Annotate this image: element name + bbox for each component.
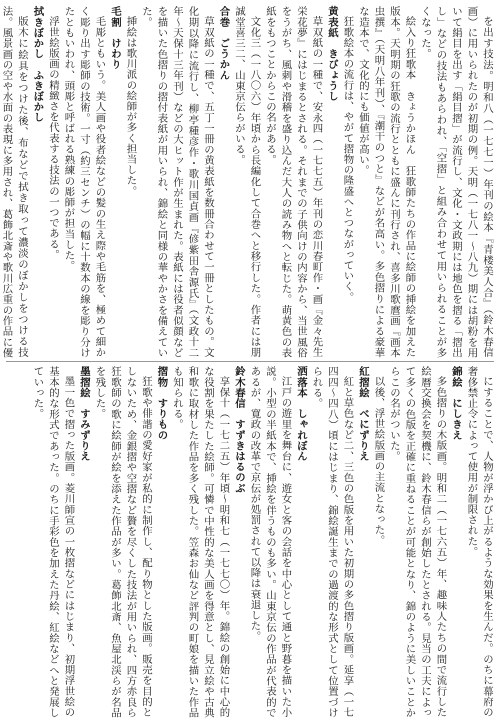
body-paragraph: 以後、浮世絵版画の主流となった。 <box>372 376 385 546</box>
body-paragraph: 多色摺りの木版画。明和二（一七六五）年、趣味人たちの間で流行した絵暦交換会を契機に、鈴木春信らが創始したとされる。見当の工夫によって多くの色版を正確に重ねることが可能となり、錦のように美しいことからこの名がついた。 <box>388 366 447 718</box>
body-paragraph: 版木に絵具をつけた後、布などで拭き取って濃淡のぼかしをつける技法。風景画の空や水面の表現に多用され、葛飾北斎や歌川広重の作品に優 <box>0 6 28 358</box>
body-paragraph: にすることで、人物が浮かび上がるような効果を生んだ。のちに幕府の奢侈禁止令によって使用が制限された。 <box>465 366 493 718</box>
row-divider <box>6 361 494 362</box>
body-paragraph: 狂歌や俳諧の愛好家が私的に制作し、配り物とした版画。販売を目的としないため、金銀摺や空摺など贅を尽くした技法が用いられ、四方赤良ら狂歌師の歌に絵師が絵を添えた作品が多い。葛飾北斎、魚屋北渓らが名品を残した。 <box>93 366 152 718</box>
upper-vertical-text <box>0 6 494 358</box>
body-paragraph: 文化三（一八〇六）年頃から長編化して合巻へと移行した。作者には朋誠堂喜三二、山東京伝らがいる。 <box>233 6 261 358</box>
body-paragraph: 江戸の遊里を舞台に、遊女と客の会話を中心として通と野暮を描いた小説。小型の半紙本で、挿絵を伴うものも多い。山東京伝の作品が代表的であるが、寛政の改革で京伝が処罰されて以降は衰退した。 <box>248 366 292 718</box>
entry-heading: 摺物 すりもの <box>155 366 168 441</box>
body-paragraph: 享保十（一七二五）年頃～明和七（一七七〇）年。錦絵の創始に中心的な役割を果たした絵師。可憐で中性的な美人画を得意とし、見立絵や古典和歌に取材した作品を多く残した。笠森お仙など評判の町娘を描いた作品も知られる。 <box>171 366 230 718</box>
entry-heading: 錦絵 にしきえ <box>450 366 462 441</box>
body-paragraph: 挿絵は歌川派の絵師が多く担当した。 <box>124 16 137 197</box>
entry-heading: 鈴木春信 すずきはるのぶ <box>233 366 245 494</box>
entry-heading: 毛割 けわり <box>109 6 121 70</box>
body-paragraph: 毛彫ともいう。美人画や役者絵などの髪の生え際や毛筋を、極めて細かく彫り出す彫師の技術。一寸（約三センチ）の幅に十数本の線を彫り分けたともいわれ、頭彫と呼ばれる熟練の彫師が担当した。 <box>62 6 106 358</box>
body-paragraph: 狂歌絵本の流行は、やがて摺物の隆盛へとつながっていく。 <box>341 16 354 303</box>
entry-heading: 紅摺絵 べにずりえ <box>357 366 369 462</box>
entry-heading: 墨摺絵 すみずりえ <box>78 366 90 462</box>
body-paragraph: 草双紙の一種で、安永四（一七七五）年刊の恋川春町作・画『金々先生栄花夢』にはじまるとされる。それまでの子供向けの内容から、当世風俗をうがち、風刺や滑稽を盛り込んだ大人の読み物へと転じた。萌黄色の表紙をもつことからこの名がある。 <box>264 6 323 358</box>
body-paragraph: 絵入り狂歌本 きょうかほん 狂歌師たちの作品に絵師の挿絵を加えた版本。天明期の狂歌の流行とともに盛んに刊行され、喜多川歌麿画『画本虫撰』（天明八年刊）、『潮干のつと』などが名高い。多色摺りによる豪華な造本で、文化的にも価値が高い。 <box>357 6 416 358</box>
body-paragraph: 墨一色で摺った版画。菱川師宣の一枚摺などにはじまり、初期浮世絵の基本的な形式であった。のちに手彩色を加えた丹絵、紅絵などへと発展していった。 <box>31 366 75 718</box>
body-paragraph: を出す技法。明和八（一七七一）年刊の絵本『青楼美人合』（鈴木春信画）に用いられたのが初期の例。天明（一七八一～八九）期には胡粉を用いて絹目を出す「絹目摺」が流行し、文化・文政期には地色を摺る「摺出し」などの技法もあらわれ、「空摺」と組み合わせて用いられることが多くなった。 <box>419 6 493 358</box>
entry-heading: 黄表紙 きびょうし <box>326 6 338 102</box>
entry-heading: 洒落本 しゃれぼん <box>295 366 307 462</box>
body-paragraph: 草双紙の一種で、五丁一冊の黄表紙を数冊合わせて一冊としたもの。文化期以降に流行し、柳亭種彦作・歌川国貞画『偐紫田舎源氏』（文政十二年～天保十三年刊）などの大ヒット作が生まれた。表紙には役者似顔などを描いた色摺りの摺付表紙が用いられ、錦絵と同様の華やかさを備えていた。 <box>140 6 214 358</box>
body-paragraph: 浮世絵版画の精緻さを代表する技法の一つである。 <box>47 16 59 261</box>
lower-text-block <box>6 366 494 718</box>
lower-vertical-text <box>6 366 494 718</box>
upper-text-block <box>0 6 494 358</box>
entry-heading: 拭きぼかし ふきぼかし <box>31 6 44 123</box>
body-paragraph: 紅と草色など二、三色の色版を用いた初期の多色摺り版画。延享（一七四四～四八）頃にはじまり、錦絵誕生までの過渡的な形式として位置づけられる。 <box>310 366 354 718</box>
entry-heading: 合巻 ごうかん <box>217 6 230 81</box>
